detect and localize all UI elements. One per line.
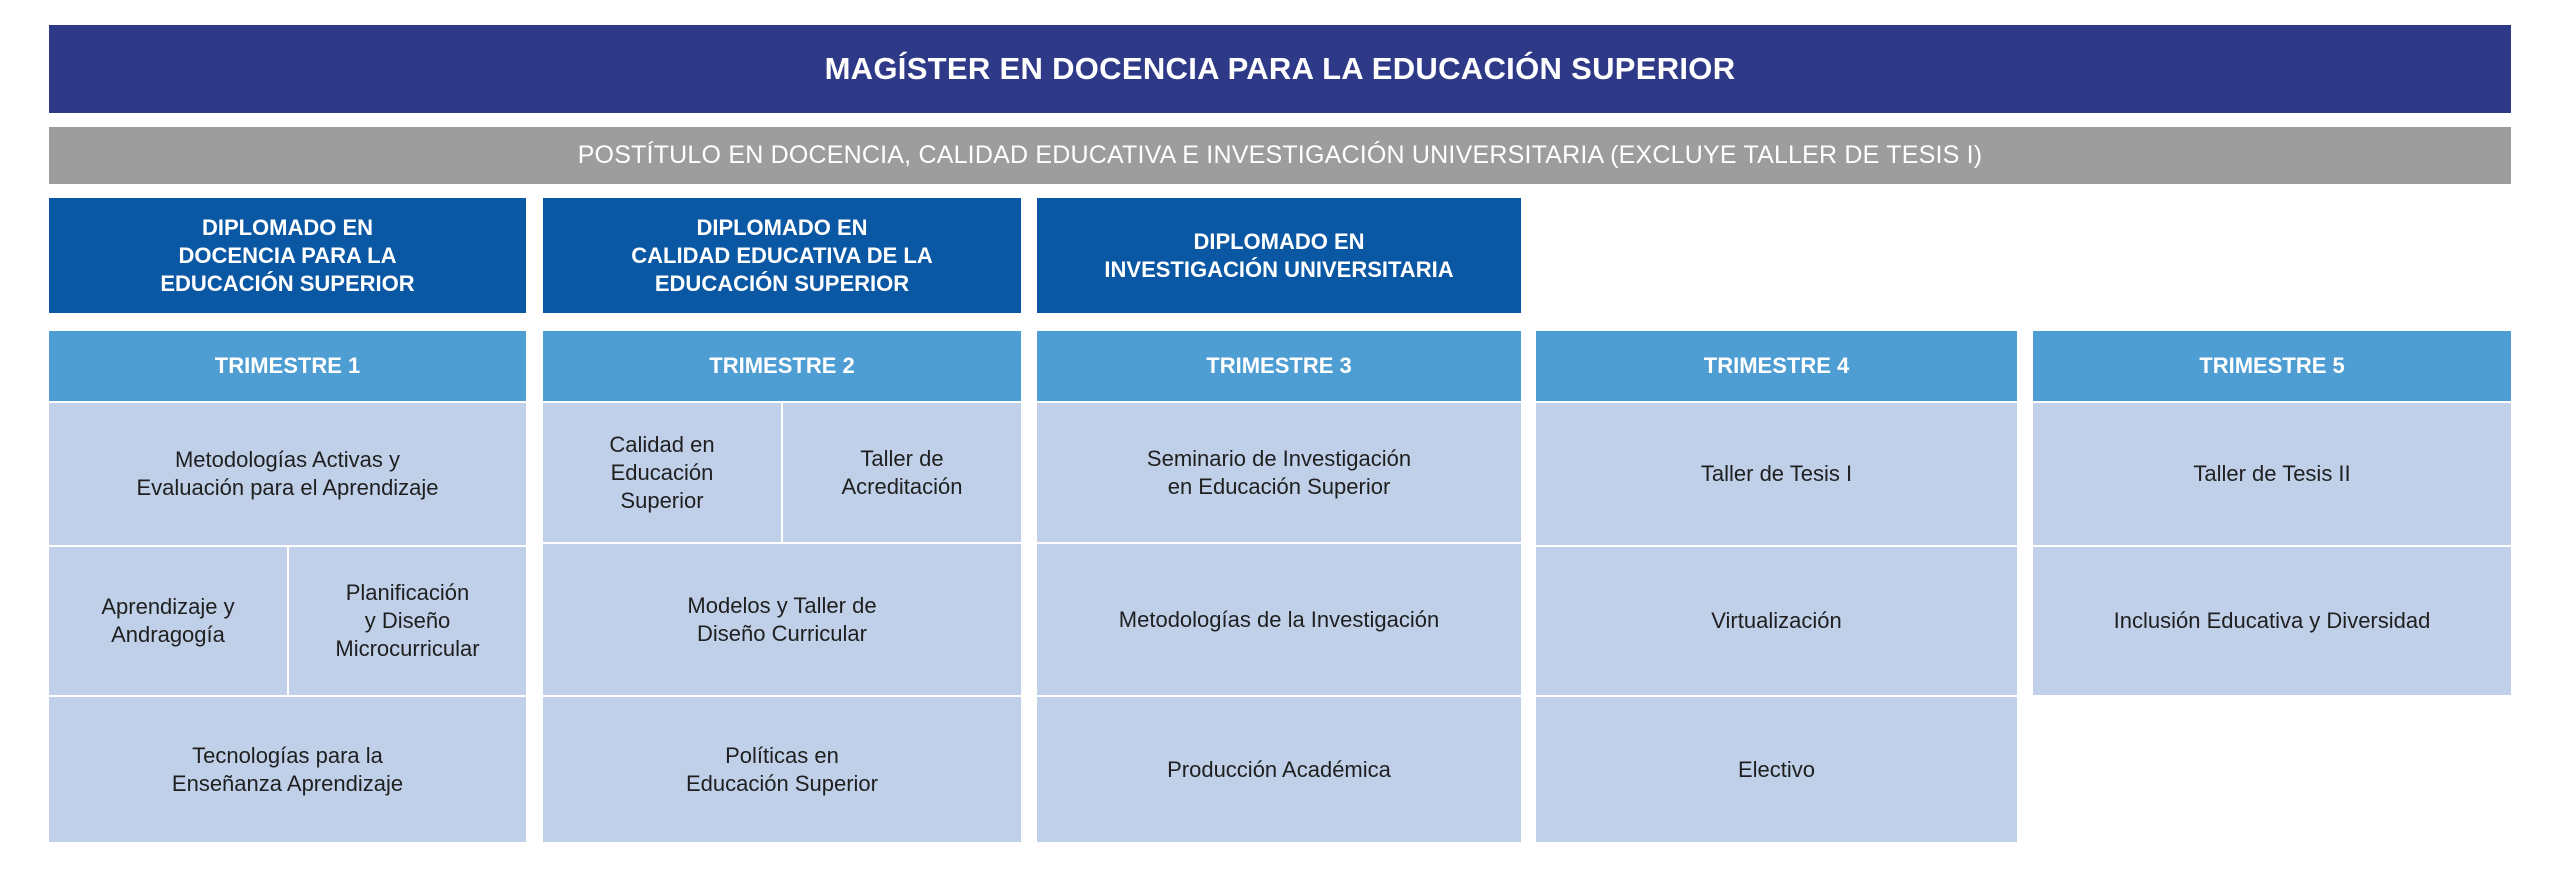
course-taller-tesis-1: Taller de Tesis I [1536,403,2017,545]
trimestre-2-header: TRIMESTRE 2 [543,331,1021,401]
course-modelos-diseno-curricular: Modelos y Taller de Diseño Curricular [543,544,1021,695]
course-virtualizacion: Virtualización [1536,547,2017,695]
course-calidad-educacion-superior: Calidad en Educación Superior [543,403,781,542]
diplomado-investigacion: DIPLOMADO EN INVESTIGACIÓN UNIVERSITARIA [1037,198,1521,313]
course-tecnologias-ensenanza: Tecnologías para la Enseñanza Aprendizaje [49,697,526,842]
course-metodologias-activas: Metodologías Activas y Evaluación para el Aprendizaje [49,403,526,545]
course-taller-tesis-2: Taller de Tesis II [2033,403,2511,545]
page-title: MAGÍSTER EN DOCENCIA PARA LA EDUCACIÓN SUPERIOR [49,25,2511,113]
course-metodologias-investigacion: Metodologías de la Investigación [1037,544,1521,695]
course-politicas-educacion-superior: Políticas en Educación Superior [543,697,1021,842]
postitulo-banner: POSTÍTULO EN DOCENCIA, CALIDAD EDUCATIVA E INVESTIGACIÓN UNIVERSITARIA (EXCLUYE TALLER DE TESIS I) [49,127,2511,184]
diplomado-calidad: DIPLOMADO EN CALIDAD EDUCATIVA DE LA EDUCACIÓN SUPERIOR [543,198,1021,313]
course-seminario-investigacion: Seminario de Investigación en Educación Superior [1037,403,1521,542]
course-electivo: Electivo [1536,697,2017,842]
trimestre-3-header: TRIMESTRE 3 [1037,331,1521,401]
course-produccion-academica: Producción Académica [1037,697,1521,842]
trimestre-1-header: TRIMESTRE 1 [49,331,526,401]
course-taller-acreditacion: Taller de Acreditación [783,403,1021,542]
course-planificacion-microcurricular: Planificación y Diseño Microcurricular [289,547,526,695]
course-inclusion-educativa: Inclusión Educativa y Diversidad [2033,547,2511,695]
course-aprendizaje-andragogia: Aprendizaje y Andragogía [49,547,287,695]
diplomado-docencia: DIPLOMADO EN DOCENCIA PARA LA EDUCACIÓN SUPERIOR [49,198,526,313]
trimestre-4-header: TRIMESTRE 4 [1536,331,2017,401]
trimestre-5-header: TRIMESTRE 5 [2033,331,2511,401]
